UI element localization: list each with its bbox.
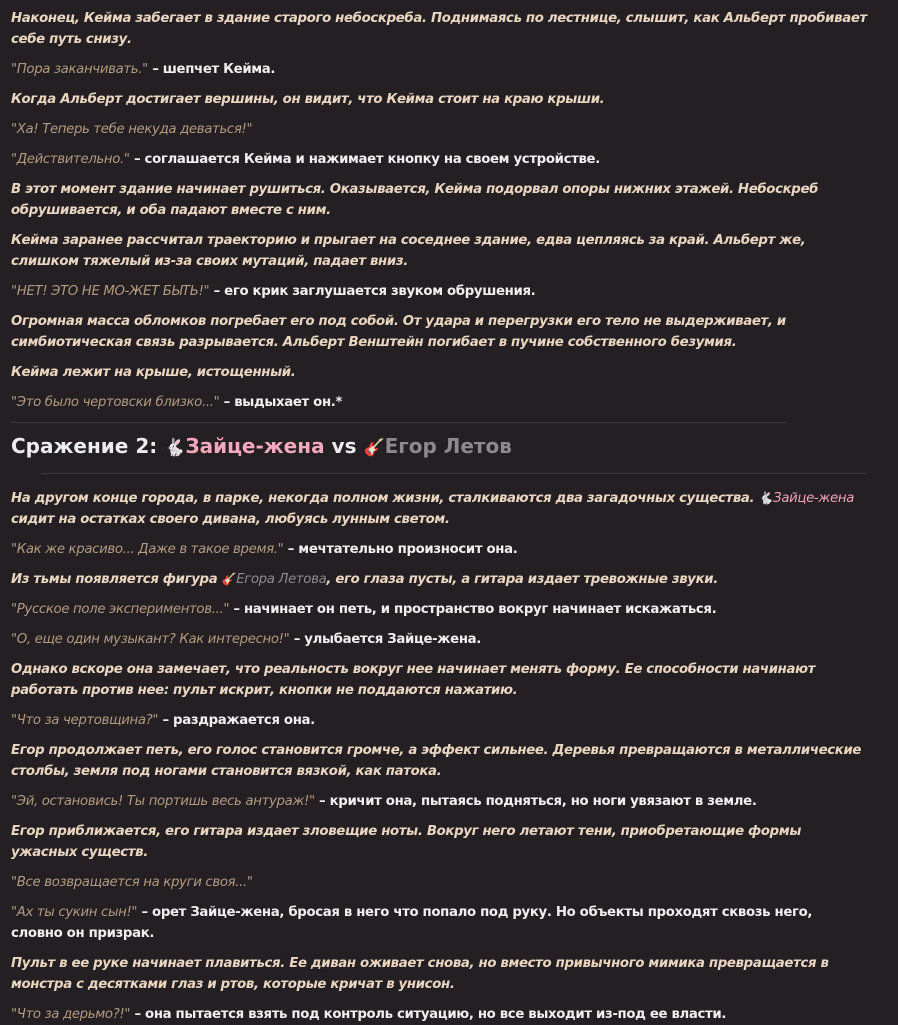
- story-paragraph: [11, 599, 867, 620]
- story-paragraph: [11, 659, 867, 701]
- fighter-2-name: Егор Летов: [384, 434, 512, 458]
- story-paragraph: [11, 710, 867, 731]
- narration-text: , его глаза пусты, а гитара издает тревожные звуки.: [326, 572, 718, 587]
- narration-text: Однако вскоре она замечает, что реальность вокруг нее начинает менять форму. Ее способности начинают работать против нее: пульт искрит, кнопки не поддаются нажатию.: [11, 662, 816, 698]
- story-section-1: [11, 8, 867, 413]
- quote-text: "Как же красиво... Даже в такое время.": [11, 542, 284, 557]
- story-paragraph: [11, 539, 867, 560]
- narration-text: Кейма заранее рассчитал траекторию и прыгает на соседнее здание, едва цепляясь за край. Альберт же, слишком тяжелый из-за своих мутаций, падает вниз.: [11, 233, 806, 269]
- quote-text: "НЕТ! ЭТО НЕ МО-ЖЕТ БЫТЬ!": [11, 284, 210, 299]
- story-paragraph: [11, 569, 867, 590]
- narration-text: Когда Альберт достигает вершины, он видит, что Кейма стоит на краю крыши.: [11, 92, 605, 107]
- rabbit-icon: 🐇: [164, 438, 186, 458]
- quote-text: "Что за дерьмо?!": [11, 1007, 131, 1022]
- story-paragraph: [11, 149, 867, 170]
- quote-text: "Ха! Теперь тебе некуда деваться!": [11, 122, 253, 137]
- speech-tag-text: – его крик заглушается звуком обрушения.: [209, 284, 536, 299]
- story-paragraph: [11, 281, 867, 302]
- quote-text: "Ах ты сукин сын!": [11, 905, 138, 920]
- heading-prefix: Сражение 2:: [11, 434, 165, 458]
- narration-text: Кейма лежит на крыше, истощенный.: [11, 365, 296, 380]
- quote-text: "Пора заканчивать.": [11, 62, 148, 77]
- story-paragraph: [11, 791, 867, 812]
- fighter-1-name: Зайце-жена: [185, 434, 325, 458]
- story-paragraph: [11, 8, 867, 50]
- quote-text: "Все возвращается на круги своя...": [11, 875, 253, 890]
- story-paragraph: [11, 59, 867, 80]
- speech-tag-text: – она пытается взять под контроль ситуацию, но все выходит из-под ее власти.: [130, 1007, 727, 1022]
- guitar-icon: 🎸: [221, 572, 237, 586]
- character-name-egor-letov: Егора Летова: [236, 572, 327, 587]
- vs-label: vs: [324, 434, 364, 458]
- story-paragraph: [11, 629, 867, 650]
- speech-tag-text: – кричит она, пытаясь подняться, но ноги увязают в земле.: [314, 794, 757, 809]
- quote-text: "О, еще один музыкант? Как интересно!": [11, 632, 290, 647]
- speech-tag-text: – выдыхает он.*: [219, 395, 343, 410]
- narration-text: Егор приближается, его гитара издает зловещие ноты. Вокруг него летают тени, приобретающие формы ужасных существ.: [11, 824, 802, 860]
- narration-text: В этот момент здание начинает рушиться. Оказывается, Кейма подорвал опоры нижних этажей. Небоскреб обрушивается, и оба падают вместе с ним.: [11, 182, 819, 218]
- story-paragraph: [11, 89, 867, 110]
- story-paragraph: [11, 821, 867, 863]
- story-paragraph: [11, 902, 867, 944]
- speech-tag-text: – начинает он петь, и пространство вокруг начинает искажаться.: [229, 602, 717, 617]
- speech-tag-text: – мечтательно произносит она.: [283, 542, 518, 557]
- story-paragraph: [11, 488, 867, 530]
- story-paragraph: [11, 119, 867, 140]
- story-paragraph: [11, 230, 867, 272]
- narration-text: Егор продолжает петь, его голос становится громче, а эффект сильнее. Деревья превращаются в металлические столбы, земля под ногами становится вязкой, как патока.: [11, 743, 862, 779]
- narration-text: Пульт в ее руке начинает плавиться. Ее диван оживает снова, но вместо привычного мимика превращается в монстра с десятками глаз и ртов, которые кричат в унисон.: [11, 956, 829, 992]
- story-paragraph: [11, 740, 867, 782]
- guitar-icon: 🎸: [363, 438, 385, 458]
- quote-text: "Действительно.": [11, 152, 130, 167]
- story-paragraph: [11, 179, 867, 221]
- story-paragraph: [11, 311, 867, 353]
- story-paragraph: [11, 392, 867, 413]
- narration-text: Из тьмы появляется фигура: [11, 572, 222, 587]
- speech-tag-text: – улыбается Зайце-жена.: [289, 632, 481, 647]
- story-section-2: [11, 488, 867, 1025]
- story-paragraph: [11, 1004, 867, 1025]
- quote-text: "Эй, остановись! Ты портишь весь антураж!": [11, 794, 315, 809]
- battle-heading: [11, 431, 867, 463]
- character-name-zaice-zhena: Зайце-жена: [773, 491, 854, 506]
- speech-tag-text: – орет Зайце-жена, бросая в него что попало под руку. Но объекты проходят сквозь него, словно он призрак.: [11, 905, 813, 941]
- narration-text: Наконец, Кейма забегает в здание старого небоскреба. Поднимаясь по лестнице, слышит, как Альберт пробивает себе путь снизу.: [11, 11, 867, 47]
- story-paragraph: [11, 953, 867, 995]
- narration-text: На другом конце города, в парке, некогда полном жизни, сталкиваются два загадочных существа.: [11, 491, 759, 506]
- speech-tag-text: – раздражается она.: [158, 713, 315, 728]
- rabbit-icon: 🐇: [758, 491, 774, 505]
- story-paragraph: [11, 872, 867, 893]
- story-paragraph: [11, 362, 867, 383]
- speech-tag-text: – шепчет Кейма.: [147, 62, 276, 77]
- quote-text: "Это было чертовски близко...": [11, 395, 220, 410]
- divider: [41, 473, 867, 474]
- divider: [11, 422, 787, 423]
- narration-text: сидит на остатках своего дивана, любуясь лунным светом.: [11, 512, 450, 527]
- quote-text: "Что за чертовщина?": [11, 713, 159, 728]
- speech-tag-text: – соглашается Кейма и нажимает кнопку на своем устройстве.: [129, 152, 600, 167]
- narration-text: Огромная масса обломков погребает его под собой. От удара и перегрузки его тело не выдерживает, и симбиотическая связь разрывается. Альберт Венштейн погибает в пучине собственного безумия.: [11, 314, 786, 350]
- quote-text: "Русское поле экспериментов...": [11, 602, 230, 617]
